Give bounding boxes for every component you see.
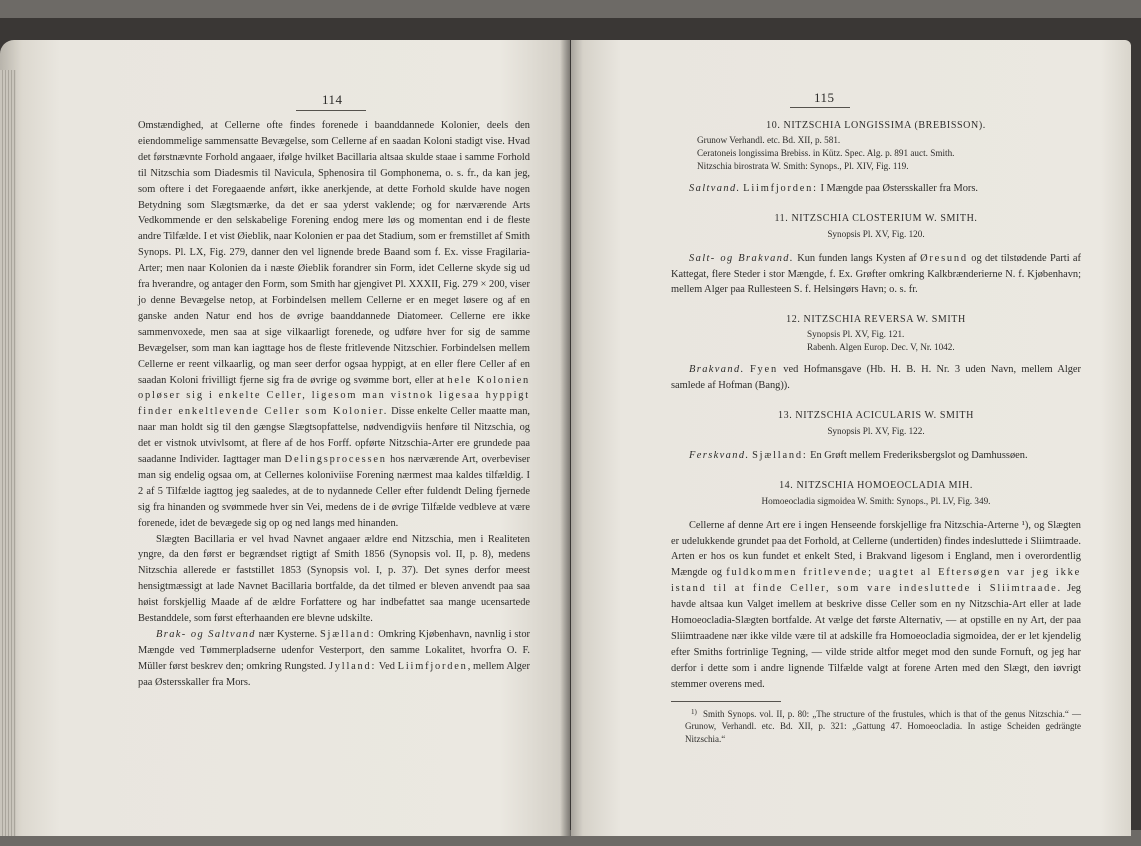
synonym-reference: Synopsis Pl. XV, Fig. 121. [807, 329, 905, 340]
spacer [671, 394, 1081, 408]
paragraph-run: Sjælland: [319, 629, 376, 640]
species-heading: 10. NITZSCHIA LONGISSIMA (BREBISSON). [766, 120, 986, 131]
spacer [671, 243, 1081, 251]
paragraph-run: hele Kolonien opløser sig i enkelte Celler, ligesom man vistnok ligesaa hyppigt finder enkeltlevende Celler som Kolonier. [138, 374, 530, 418]
description-run: Kun funden langs Kysten af [793, 252, 921, 264]
description-run: Brakvand. [689, 364, 745, 376]
paragraph-run: Jylland: [328, 660, 377, 672]
species-description [671, 448, 1081, 464]
species-heading: 11. NITZSCHIA CLOSTERIUM W. SMITH. [774, 212, 978, 224]
right-page [571, 40, 1131, 836]
gutter-shadow [560, 40, 570, 836]
spacer [671, 440, 1081, 448]
left-page-text [138, 118, 530, 691]
spacer [671, 197, 1081, 211]
spacer [671, 510, 1081, 518]
species-heading: 14. NITZSCHIA HOMOEOCLADIA MIH. [779, 479, 973, 491]
paragraph-run: Omstændighed, at Cellerne ofte findes forenede i baanddannede Kolonier, deels den eiendommelige sammensatte Bevægelse, som Cellerne af en saadan Koloni stadigt vise. Hvad det førstnævnte Forhold angaaer, ifølge hvilket Bacillaria altsaa skulde staae i samme Forhold til Nitzschia som Diadesmis til Navicula, Sphenosira til Gomphonema, o. s. fr., da kan jeg, som oftere i det Foregaaende anført, ikke anerkjende, at dette Forhold skulde have nogen Betydning som Slægtsmærke, da det er saa yderst vaklende; og for nærværende Arts Vedkommende er den selskabelige Forening endog mere løs og momentan end i de fleste andre Tilfælde. I et vist Øieblik, naar Kolonien er paa det Stadium, som er fremstillet af Smith Synops. Pl. LX, Fig. 279, danner den vel lignende brede Baand som f. Ex. visse Fragilaria-Arter; men naar Kolonien da i næste Øieblik forandrer sin Form, idet Cellerne skyde sig ud fra hverandre, og antager den Form, som Smith har gjengivet Pl. XXXII, Fig. 279 × 200, viser jo denne Bevægelse netop, at Forbindelsen mellem Cellerne er en meget løsere og af en ganske anden Natur end hos de øvrige baanddannede Diatomeer. Cellerne ere ikke sammenvoxede, men saa at sige vilkaarligt forenede, og udføre hver for sig de samme Bevægelser, som man kan iagttage hos de fleste fritlevende Nitzschier. Forbindelsen mellem Cellerne er reent vilkaarlig, og man seer derfor ogsaa hyppigt, at en eller flere Celler af en saadan Koloni frivilligt fjerne sig fra de øvrige og svømme bort, eller at [138, 120, 530, 386]
paragraph [138, 118, 530, 532]
description-run: Saltvand. [689, 182, 741, 194]
paragraph-run: Omkring Kjøbenhavn, navnlig i stor Mængde ved Tømmerpladserne udenfor Vesterport, den samme Lokalitet, hvorfra O. F. Müller først beskrev den; omkring Rungsted. [138, 629, 530, 672]
description-run: Liimfjorden: [743, 182, 818, 194]
book-spread [0, 18, 1141, 830]
species-description [671, 181, 1081, 197]
page-number-left: 114 [322, 92, 343, 107]
description-run: fuldkommen fritlevende; uagtet al Eftersøgen var jeg ikke istand til at finde Celler, som vare indesluttede i Sliimtraade. [671, 567, 1081, 595]
folio-rule-right [790, 107, 850, 108]
description-run: Ferskvand. [689, 449, 750, 461]
left-page [0, 40, 570, 836]
species-description [671, 251, 1081, 299]
description-run: I Mængde paa Østersskaller fra Mors. [817, 182, 979, 194]
species-reference: Synopsis Pl. XV, Fig. 122. [827, 425, 925, 436]
description-run: ved Hofmansgave (Hb. H. B. H. Nr. 3 uden Navn, mellem Alger samlede af Hofman (Bang)). [671, 364, 1081, 392]
species-description [671, 518, 1081, 693]
description-run: og det tilstødende Parti af Kattegat, flere Steder i stor Mængde, f. Ex. Grøfter omkring Kalkbrænderierne N. f. Kjøbenhavn; mellem Alger paa Rullesteen S. f. Helsingørs Havn; o. s. fr. [671, 252, 1081, 296]
page-number-right: 115 [814, 90, 835, 105]
species-reference: Homoeocladia sigmoidea W. Smith: Synops., Pl. LV, Fig. 349. [761, 495, 991, 506]
description-run: Salt- og Brakvand. [689, 252, 794, 264]
spacer [671, 173, 1081, 181]
paragraph-run: , mellem Alger paa Østersskaller fra Mors. [138, 660, 530, 688]
spacer [671, 354, 1081, 362]
synonym-reference: Nitzschia birostrata W. Smith: Synops., Pl. XIV, Fig. 119. [697, 160, 909, 171]
paragraph-run: Liimfjorden [397, 660, 468, 672]
description-run: Jeg havde altsaa kun Valget imellem at beskrive disse Celler som en ny Nitzschia-Art eller at lade Homoeocladia-Slægten bortfalde. At vælge det første Alternativ, — at opstille en ny Art, der paa Sliimtraadene nær ikke vilde være til at adskille fra Homoeocladia sigmoidea, der er let kjendelig efter Smiths fortrinlige Tegning, — vilde stride altfor meget mod den sunde Fornuft, og jeg har derfor i dette som i andre lignende Tilfælde valgt at forene Arten med den Slægt, den iøvrigt stemmer overens med. [671, 583, 1081, 690]
description-run: En Grøft mellem Frederiksbergslot og Damhussøen. [807, 449, 1028, 461]
paragraph [138, 627, 530, 691]
species-heading: 12. NITZSCHIA REVERSA W. SMITH [786, 314, 966, 326]
page-edges [0, 70, 16, 836]
synonym-reference: Ceratoneis longissima Brebiss. in Kütz. Spec. Alg. p. 891 auct. Smith. [697, 147, 955, 158]
paragraph-run: Delingsprocessen [284, 454, 387, 466]
paragraph-run: Brak- og Saltvand [156, 629, 256, 640]
paragraph [138, 532, 530, 627]
description-run: Cellerne af denne Art ere i ingen Henseende forskjellige fra Nitzschia-Arterne ¹), og Slægten er udelukkende grundet paa det Forhold, at Cellerne (undertiden) findes indesluttede i Sliimtraade. Arten er hos os kun fundet et enkelt Sted, i Brakvand ligesom i England, men i overordentlig Mængde og [671, 519, 1081, 579]
synonym-reference: Rabenh. Algen Europ. Dec. V, Nr. 1042. [807, 342, 955, 353]
species-heading: 13. NITZSCHIA ACICULARIS W. SMITH [778, 410, 974, 422]
paragraph-run: nær Kysterne. [255, 629, 320, 640]
footnote-text: Smith Synops. vol. II, p. 80: „The structure of the frustules, which is that of the genus Nitzschia.“ — Grunow, Verhandl. etc. Bd. XII, p. 321: „Gattung 47. Homoeocladia. In astige Scheiden gedrängte Nitzschia.“ [685, 708, 1081, 744]
species-description [671, 362, 1081, 394]
paragraph-run: Slægten Bacillaria er vel hvad Navnet angaaer ældre end Nitzschia, men i Realiteten yngre, da den først er begrændset rigtigt af Smith 1856 (Synopsis vol. II, p. 8), medens Nitzschia allerede er faststillet 1853 (Synopsis vol. I, p. 37). Det synes derfor meest hensigtmæssigt at lade Navnet Bacillaria bortfalde, da det tilmed er bleven anvendt paa saa høist forskjellig Maade af de ældre Forfattere og har indbefattet saa mange ucensartede Bestanddele, som først efterhaanden ere blevne udskilte. [138, 533, 530, 625]
description-run: Øresund [920, 252, 968, 264]
paragraph-run: Disse enkelte Celler maatte man, naar man holdt sig til den gængse Slægtsopfattelse, nødvendigviis henføre til Nitzschia, og det er vistnok utvivlsomt, at flere af de hos Forff. opførte Nitzschia-Arter ere grundede paa saadanne Individer. Iagttager man [138, 406, 530, 466]
spacer [671, 298, 1081, 312]
synonym-reference: Grunow Verhandl. etc. Bd. XII, p. 581. [697, 134, 841, 145]
folio-rule-left [296, 110, 366, 111]
paragraph-run: hos nærværende Art, overbeviser man sig endelig ogsaa om, at Cellernes koloniviise Forening nærmest maa kaldes tilfældig. I 2 af 5 Tilfælde iagttog jeg saaledes, at de to nydannede Celler efter fuldendt Deling fjernede sig fra hinanden og svømmede hver sin Vei, medens de i de øvrige Tilfælde vedbleve at være forenede, idet de bevægede sig op og ned langs med hinanden. [138, 454, 530, 529]
species-reference: Synopsis Pl. XV, Fig. 120. [827, 228, 925, 239]
footnote [671, 708, 1081, 746]
description-run: Sjælland: [752, 449, 808, 461]
right-page-text [671, 118, 1081, 745]
description-run: Fyen [749, 364, 778, 376]
spacer [671, 464, 1081, 478]
footnote-mark: 1) [691, 707, 697, 716]
paragraph-run: Ved [376, 660, 398, 672]
footnote-rule [671, 701, 781, 702]
